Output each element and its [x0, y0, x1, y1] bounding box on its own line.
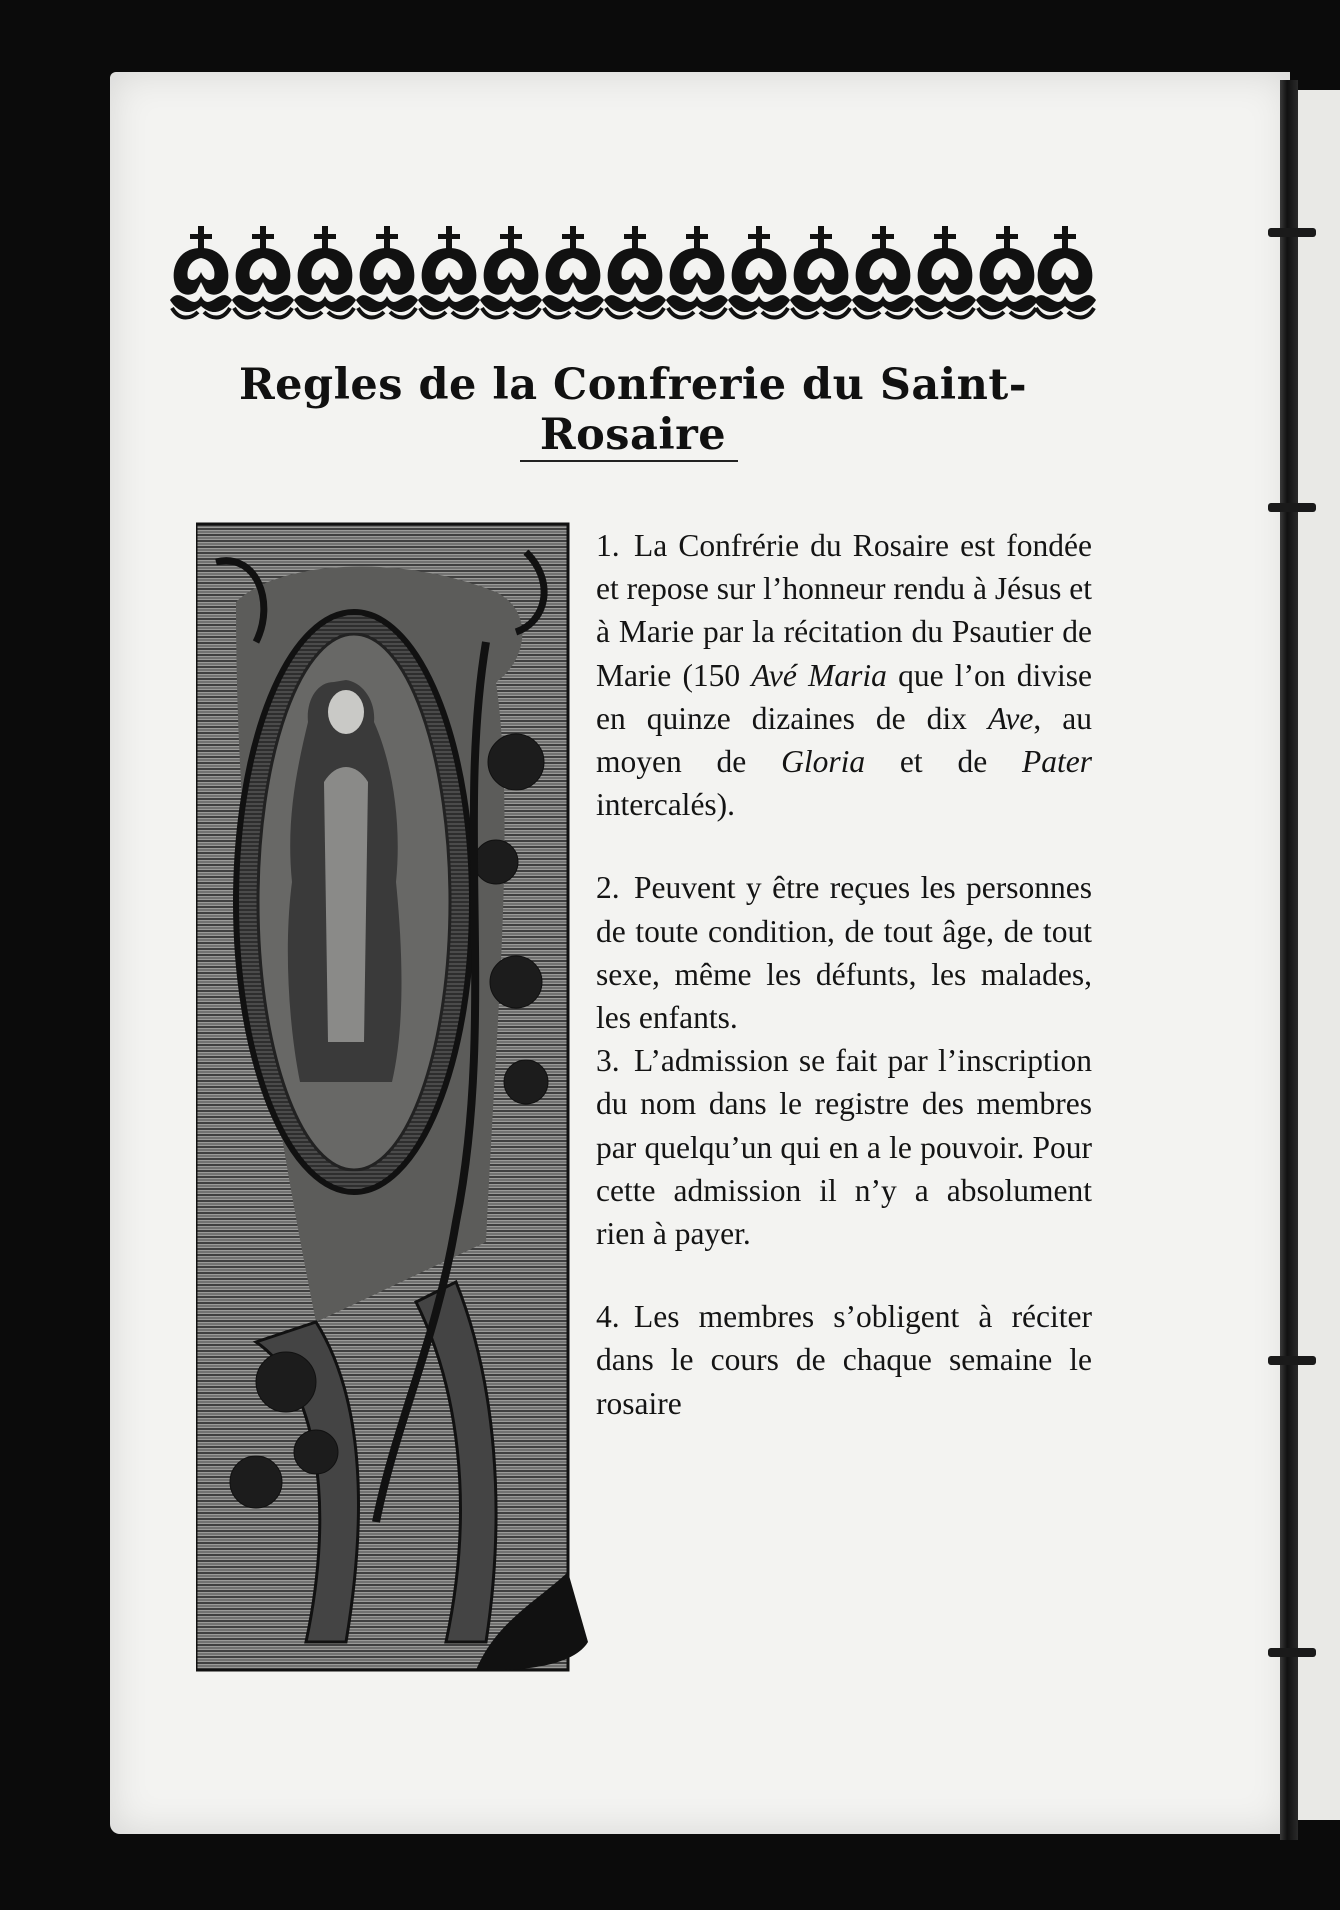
rule-4: 4. Les membres s’obligent à réciter dans le cours de chaque semaine le rosaire: [596, 1295, 1092, 1425]
rule-number: 2.: [596, 870, 620, 906]
facing-page-edge: [1298, 90, 1340, 1820]
rule-number: 3.: [596, 1043, 620, 1079]
binding-stitch: [1268, 1648, 1316, 1657]
page-title: Regles de la Confrerie du Saint-Rosaire: [238, 360, 1028, 460]
rule-2: 2. Peuvent y être reçues les personnes de toute condition, de tout âge, de tout sexe, même les défunts, les malades, les enfants.: [596, 866, 1092, 1039]
binding-stitch: [1268, 228, 1316, 237]
binding-stitch: [1268, 503, 1316, 512]
book-spine: [1280, 80, 1298, 1840]
rule-number: 4.: [596, 1299, 620, 1335]
binding-stitch: [1268, 1356, 1316, 1365]
rule-3: 3. L’admission se fait par l’inscription du nom dans le registre des membres par quelqu’un qui en a le pouvoir. Pour cette admission il n’y a absolument rien à payer.: [596, 1039, 1092, 1255]
rules-column: [596, 524, 1092, 1425]
fleur-de-lis-border-icon: [168, 222, 1098, 330]
rule-number: 1.: [596, 528, 620, 563]
madonna-engraving-icon: [196, 522, 590, 1672]
title-divider: [520, 460, 738, 462]
rule-1: 1. La Confrérie du Rosaire est fondée et repose sur l’honneur rendu à Jésus et à Marie par la récitation du Psautier de Marie (150 Avé Maria que l’on divise en quinze dizaines de dix Ave, au moyen de Gloria et de Pater intercalés).: [596, 524, 1092, 826]
